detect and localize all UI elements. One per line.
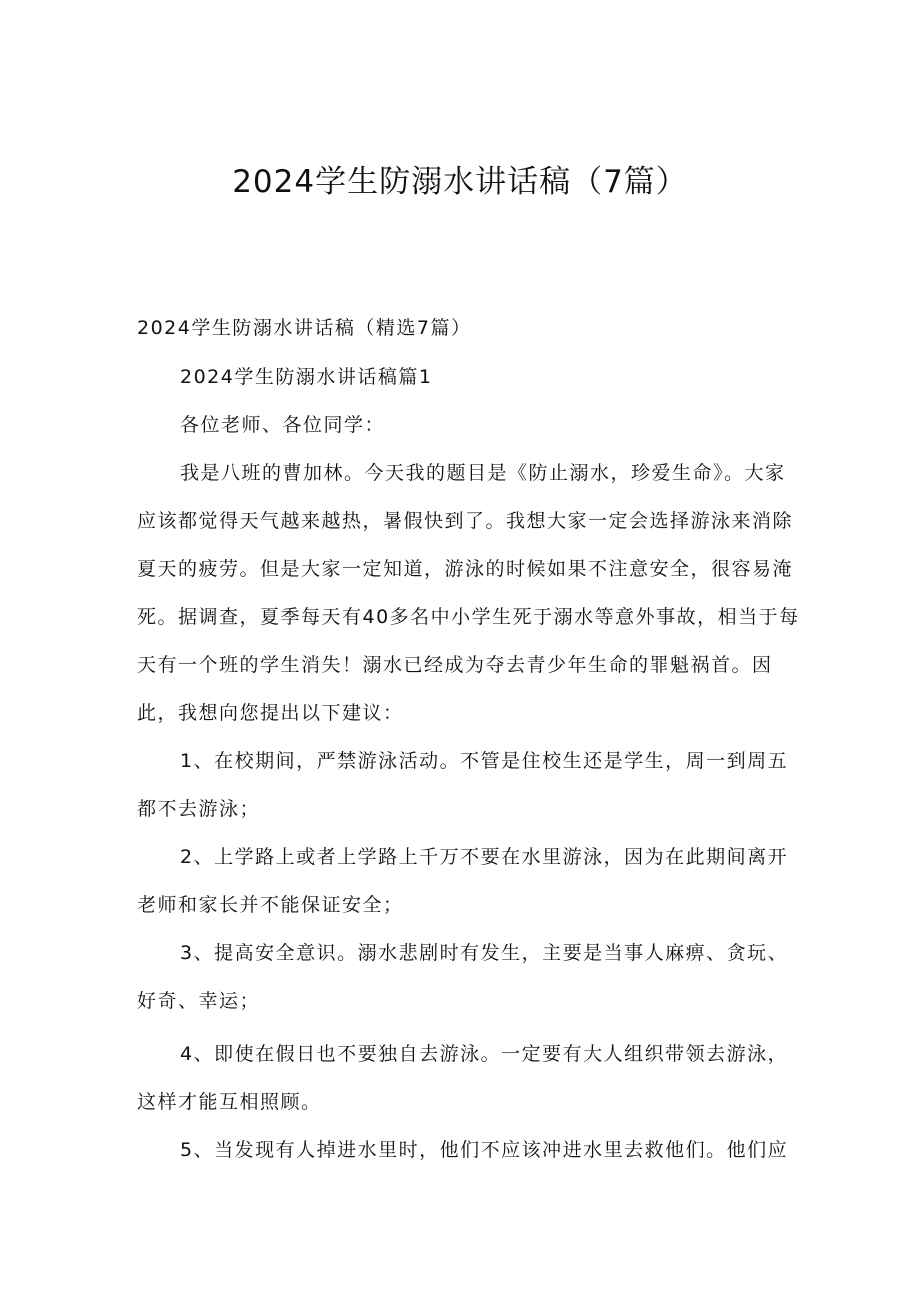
paragraph-line: 应该都觉得天气越来越热，暑假快到了。我想大家一定会选择游泳来消除 <box>137 510 794 532</box>
section-heading: 2024学生防溺水讲话稿篇1 <box>180 366 433 388</box>
greeting-line: 各位老师、各位同学： <box>180 414 386 436</box>
list-item-4-line: 4、即使在假日也不要独自去游泳。一定要有大人组织带领去游泳， <box>180 1043 789 1065</box>
paragraph-line: 此，我想向您提出以下建议： <box>137 702 404 724</box>
list-item-1-line: 1、在校期间，严禁游泳活动。不管是住校生还是学生，周一到周五 <box>180 750 789 772</box>
list-item-3-line: 3、提高安全意识。溺水悲剧时有发生，主要是当事人麻痹、贪玩、 <box>180 942 789 964</box>
list-item-2-line: 2、上学路上或者上学路上千万不要在水里游泳，因为在此期间离开 <box>180 846 789 868</box>
paragraph-line: 天有一个班的学生消失！溺水已经成为夺去青少年生命的罪魁祸首。因 <box>137 654 773 676</box>
list-item-3-line: 好奇、幸运； <box>137 990 261 1012</box>
paragraph-line: 夏天的疲劳。但是大家一定知道，游泳的时候如果不注意安全，很容易淹 <box>137 558 794 580</box>
list-item-1-line: 都不去游泳； <box>137 798 261 820</box>
paragraph-line: 死。据调查，夏季每天有40多名中小学生死于溺水等意外事故，相当于每 <box>137 606 800 628</box>
list-item-5-line: 5、当发现有人掉进水里时，他们不应该冲进水里去救他们。他们应 <box>180 1139 789 1161</box>
list-item-4-line: 这样才能互相照顾。 <box>137 1091 322 1113</box>
list-item-2-line: 老师和家长并不能保证安全； <box>137 894 404 916</box>
document-subtitle: 2024学生防溺水讲话稿（精选7篇） <box>137 317 472 339</box>
document-title: 2024学生防溺水讲话稿（7篇） <box>232 164 688 200</box>
paragraph-line: 我是八班的曹加林。今天我的题目是《防止溺水，珍爱生命》。大家 <box>180 462 786 484</box>
